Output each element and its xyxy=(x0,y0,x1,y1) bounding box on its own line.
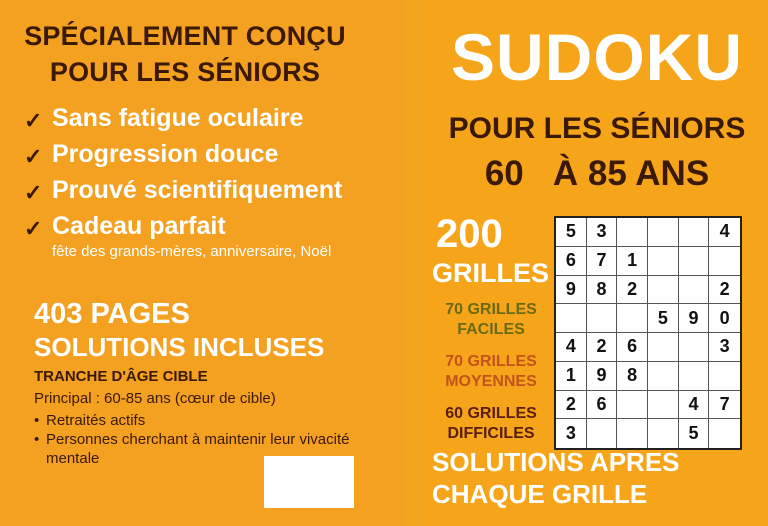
sudoku-cell: 2 xyxy=(709,276,740,305)
sudoku-cell xyxy=(709,362,740,391)
sudoku-cell xyxy=(587,304,618,333)
checklist-item-label: Progression douce xyxy=(52,140,279,168)
target-bullet: • Personnes cherchant à maintenir leur vivacité mentale xyxy=(34,430,354,468)
grid-count-label: GRILLES xyxy=(432,258,550,288)
sudoku-cell: 4 xyxy=(679,391,710,420)
sudoku-cell xyxy=(617,391,648,420)
sudoku-cell: 8 xyxy=(617,362,648,391)
checklist-item-label: Sans fatigue oculaire xyxy=(52,104,304,132)
gift-occasions-note: fête des grands-mères, anniversaire, Noël xyxy=(52,243,332,260)
target-bullet: • Retraités actifs xyxy=(34,411,354,430)
sudoku-cell: 5 xyxy=(648,304,679,333)
check-icon: ✓ xyxy=(24,180,43,205)
barcode-area xyxy=(264,456,354,508)
difficulty-easy: 70 GRILLES FACILES xyxy=(445,301,537,338)
sudoku-cell xyxy=(587,419,618,448)
sudoku-cell xyxy=(648,391,679,420)
sudoku-cell xyxy=(617,304,648,333)
sudoku-cell: 1 xyxy=(617,247,648,276)
sudoku-cell xyxy=(648,362,679,391)
target-age-heading: TRANCHE D'ÂGE CIBLE xyxy=(34,368,208,385)
sudoku-cell xyxy=(679,218,710,247)
sudoku-cell: 2 xyxy=(617,276,648,305)
sudoku-cell: 4 xyxy=(709,218,740,247)
sudoku-cell: 9 xyxy=(587,362,618,391)
sudoku-cell: 6 xyxy=(617,333,648,362)
target-principal: Principal : 60-85 ans (cœur de cible) xyxy=(34,390,276,407)
book-spine xyxy=(404,0,426,526)
sudoku-cell xyxy=(679,333,710,362)
checklist-item xyxy=(24,174,394,210)
sudoku-cell xyxy=(648,218,679,247)
checklist-item-label: Prouvé scientifiquement xyxy=(52,176,343,204)
sudoku-cell: 3 xyxy=(709,333,740,362)
solutions-included: SOLUTIONS INCLUSES xyxy=(34,332,325,362)
sudoku-cell: 5 xyxy=(679,419,710,448)
sudoku-cell xyxy=(679,276,710,305)
sudoku-cell xyxy=(648,419,679,448)
sudoku-cell: 6 xyxy=(556,247,587,276)
solutions-note-line-1: SOLUTIONS APRES xyxy=(432,447,680,477)
sudoku-cell: 9 xyxy=(556,276,587,305)
sudoku-cell xyxy=(617,218,648,247)
checklist-item xyxy=(24,210,394,262)
sudoku-cell xyxy=(709,419,740,448)
difficulty-medium: 70 GRILLES MOYENNES xyxy=(445,353,537,390)
back-title-line-2: POUR LES SÉNIORS xyxy=(49,57,321,87)
difficulty-hard: 60 GRILLES DIFFICILES xyxy=(445,405,537,442)
back-title-line-1: SPÉCIALEMENT CONÇU xyxy=(24,21,346,51)
sudoku-grid xyxy=(554,216,742,450)
solutions-note-line-2: CHAQUE GRILLE xyxy=(432,479,648,509)
book-subtitle: POUR LES SÉNIORS xyxy=(448,112,746,145)
sudoku-cell: 1 xyxy=(556,362,587,391)
sudoku-cell: 7 xyxy=(709,391,740,420)
sudoku-cell: 0 xyxy=(709,304,740,333)
sudoku-cell xyxy=(679,362,710,391)
sudoku-cell xyxy=(679,247,710,276)
sudoku-cell: 6 xyxy=(587,391,618,420)
sudoku-cell: 2 xyxy=(556,391,587,420)
checklist-item xyxy=(24,102,394,138)
book-title: SUDOKU xyxy=(450,20,743,94)
check-icon: ✓ xyxy=(24,108,43,133)
sudoku-cell xyxy=(648,276,679,305)
sudoku-cell xyxy=(556,304,587,333)
checklist-item xyxy=(24,138,394,174)
sudoku-cell xyxy=(617,419,648,448)
sudoku-cell: 7 xyxy=(587,247,618,276)
check-icon: ✓ xyxy=(24,216,43,241)
sudoku-cell: 8 xyxy=(587,276,618,305)
sudoku-cell: 5 xyxy=(556,218,587,247)
feature-checklist xyxy=(24,102,394,262)
sudoku-cell: 9 xyxy=(679,304,710,333)
grid-count: 200 xyxy=(436,212,503,256)
sudoku-cell xyxy=(709,247,740,276)
solutions-note xyxy=(432,446,680,510)
sudoku-cell xyxy=(648,333,679,362)
checklist-item-label: Cadeau parfait xyxy=(52,212,226,240)
sudoku-cell: 3 xyxy=(556,419,587,448)
sudoku-cell: 3 xyxy=(587,218,618,247)
age-range: 60 À 85 ANS xyxy=(484,154,710,193)
sudoku-cell: 4 xyxy=(556,333,587,362)
check-icon: ✓ xyxy=(24,144,43,169)
sudoku-cell: 2 xyxy=(587,333,618,362)
page-count: 403 PAGES xyxy=(34,298,190,330)
sudoku-cell xyxy=(648,247,679,276)
